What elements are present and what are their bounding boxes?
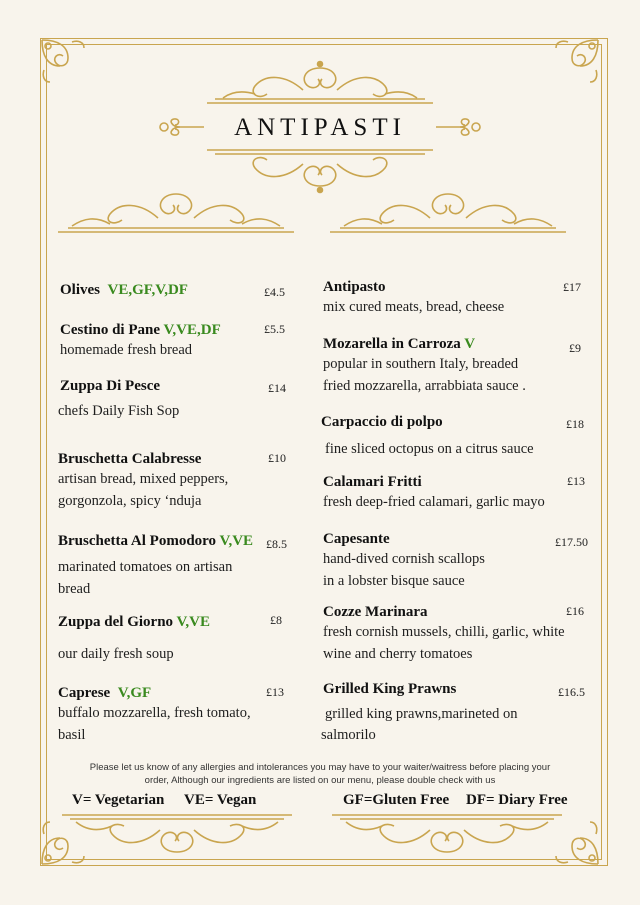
item-name: Cestino di Pane V,VE,DF bbox=[60, 322, 221, 338]
item-description: mix cured meats, bread, cheese bbox=[323, 299, 505, 315]
dietary-tags: V,GF bbox=[117, 685, 152, 701]
item-name: Zuppa Di Pesce bbox=[60, 378, 161, 394]
menu-item-bruschetta-al-pomodoro bbox=[58, 533, 253, 550]
item-price: £4.5 bbox=[264, 285, 285, 299]
item-price: £13 bbox=[567, 474, 585, 488]
menu-item-olives bbox=[60, 282, 188, 299]
menu-item-calamari-fritti bbox=[323, 474, 545, 513]
item-description: homemade fresh bread bbox=[60, 342, 193, 358]
menu-item-cozze-marinara bbox=[323, 604, 565, 665]
item-description: fresh deep-fried calamari, garlic mayo bbox=[323, 494, 545, 510]
item-price: £16.5 bbox=[558, 685, 585, 699]
footer-ornament-left-icon bbox=[62, 812, 292, 860]
item-description: basil bbox=[58, 727, 86, 743]
item-description: grilled king prawns,marineted on bbox=[325, 706, 518, 722]
footer-ornament-right-icon bbox=[332, 812, 562, 860]
item-description: in a lobster bisque sauce bbox=[323, 573, 465, 589]
item-price: £16 bbox=[566, 604, 584, 618]
item-name: Carpaccio di polpo bbox=[321, 414, 443, 430]
menu-item-carpaccio-di-polpo bbox=[321, 414, 443, 431]
corner-flourish-icon bbox=[38, 36, 90, 88]
item-name: Grilled King Prawns bbox=[323, 681, 457, 697]
item-description: marinated tomatoes on artisan bbox=[58, 559, 233, 575]
item-price: £17.50 bbox=[555, 535, 588, 549]
dietary-tags: V,VE bbox=[219, 533, 254, 549]
item-price: £14 bbox=[268, 381, 286, 395]
item-name: Bruschetta Calabresse bbox=[58, 451, 202, 467]
menu-item-zuppa-del-giorno bbox=[58, 614, 210, 631]
item-name: Mozarella in Carroza V bbox=[323, 336, 476, 352]
item-price: £17 bbox=[563, 280, 581, 294]
item-price: £9 bbox=[569, 341, 581, 355]
item-description: hand-dived cornish scallops bbox=[323, 551, 485, 567]
item-description: artisan bread, mixed peppers, bbox=[58, 471, 229, 487]
allergy-note-line: Please let us know of any allergies and intolerances you may have to your waiter/waitress before placing your bbox=[89, 762, 551, 773]
item-price: £18 bbox=[566, 417, 584, 431]
item-description: gorgonzola, spicy ‘nduja bbox=[58, 493, 202, 509]
allergy-note-line: order, Although our ingredients are listed on our menu, please double check with us bbox=[144, 774, 496, 786]
item-name: Zuppa del Giorno V,VE bbox=[58, 614, 211, 630]
item-description: buffalo mozzarella, fresh tomato, bbox=[58, 705, 251, 721]
legend-vegan: VE= Vegan bbox=[184, 792, 257, 808]
item-name: Olives VE,GF,V,DF bbox=[60, 282, 188, 298]
menu-item-mozarella-in-carroza bbox=[323, 336, 526, 397]
item-description: fine sliced octopus on a citrus sauce bbox=[325, 441, 534, 457]
legend-vegetarian: V= Vegetarian bbox=[72, 792, 165, 808]
item-description: wine and cherry tomatoes bbox=[323, 646, 473, 662]
item-description: fresh cornish mussels, chilli, garlic, white bbox=[323, 624, 565, 640]
dietary-tags: V bbox=[464, 336, 476, 352]
scroll-right-icon bbox=[434, 116, 482, 138]
item-price: £5.5 bbox=[264, 322, 285, 336]
dietary-tags: VE,GF,V,DF bbox=[107, 282, 188, 298]
item-description: bread bbox=[58, 581, 91, 597]
crown-ornament-icon bbox=[205, 60, 435, 106]
item-description: salmorilo bbox=[321, 727, 376, 743]
item-price: £8.5 bbox=[266, 537, 287, 551]
item-description: fried mozzarella, arrabbiata sauce . bbox=[323, 378, 526, 394]
item-description: chefs Daily Fish Sop bbox=[58, 403, 180, 419]
menu-item-bruschetta-calabresse bbox=[58, 451, 228, 512]
item-description: popular in southern Italy, breaded bbox=[323, 356, 519, 372]
section-ornament-left-icon bbox=[58, 186, 294, 234]
item-name: Antipasto bbox=[323, 279, 386, 295]
item-name: Capesante bbox=[323, 531, 390, 547]
menu-item-caprese bbox=[58, 685, 251, 746]
section-ornament-right-icon bbox=[330, 186, 566, 234]
item-name: Bruschetta Al Pomodoro V,VE bbox=[58, 533, 254, 549]
menu-item-capesante bbox=[323, 531, 485, 592]
menu-item-cestino-di-pane bbox=[60, 322, 221, 361]
page-title: ANTIPASTI bbox=[234, 114, 406, 141]
legend-gluten-free: GF=Gluten Free bbox=[343, 792, 450, 808]
dietary-tags: V,VE bbox=[176, 614, 211, 630]
allergy-note bbox=[80, 762, 560, 787]
item-description: our daily fresh soup bbox=[58, 646, 174, 662]
menu-item-antipasto bbox=[323, 279, 504, 318]
menu-item-grilled-king-prawns bbox=[323, 681, 456, 698]
menu-item-zuppa-di-pesce bbox=[60, 378, 160, 395]
item-price: £8 bbox=[270, 613, 282, 627]
item-price: £10 bbox=[268, 451, 286, 465]
item-name: Cozze Marinara bbox=[323, 604, 428, 620]
dietary-tags: V,VE,DF bbox=[163, 322, 221, 338]
item-price: £13 bbox=[266, 685, 284, 699]
item-name: Caprese V,GF bbox=[58, 685, 152, 701]
corner-flourish-icon bbox=[550, 36, 602, 88]
item-name: Calamari Fritti bbox=[323, 474, 422, 490]
legend-dairy-free: DF= Diary Free bbox=[466, 792, 568, 808]
